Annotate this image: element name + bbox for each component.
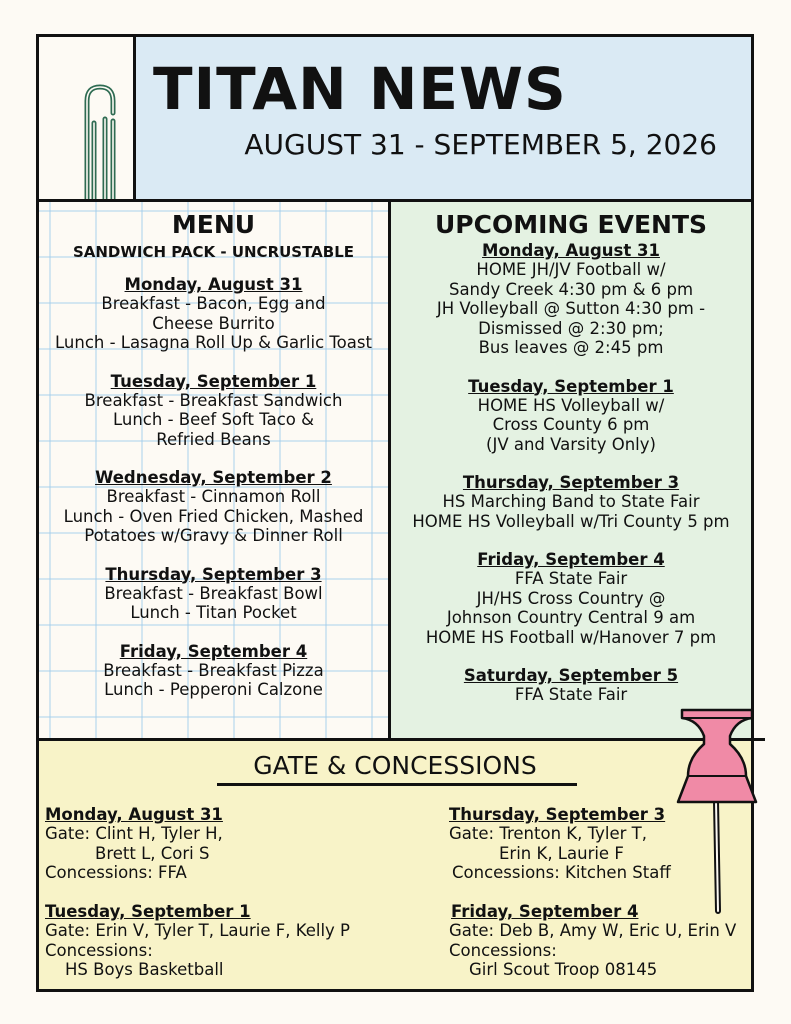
event-line: JH Volleyball @ Sutton 4:30 pm - — [436, 299, 706, 318]
concessions: Girl Scout Troop 08145 — [469, 960, 658, 979]
gate-day — [45, 902, 350, 980]
event-line: Sandy Creek 4:30 pm & 6 pm — [448, 279, 694, 299]
event-line: FFA State Fair — [514, 685, 628, 704]
gate-workers: Gate: Trenton K, Tyler T, — [449, 824, 647, 843]
day-heading: Monday, August 31 — [482, 241, 660, 260]
paperclip-panel — [39, 37, 136, 201]
event-line: Cross County 6 pm — [492, 415, 650, 434]
event-day — [391, 473, 751, 531]
gate-day — [45, 805, 223, 883]
event-day — [391, 377, 751, 455]
day-heading: Monday, August 31 — [45, 805, 223, 824]
menu-line: Cheese Burrito — [152, 313, 275, 333]
event-line: (JV and Varsity Only) — [486, 434, 656, 454]
menu-line: Lunch - Beef Soft Taco & — [112, 410, 314, 429]
menu-line: Lunch - Oven Fried Chicken, Mashed — [63, 506, 364, 526]
menu-line: Breakfast - Cinnamon Roll — [106, 487, 321, 506]
events-heading: UPCOMING EVENTS — [434, 210, 708, 239]
event-day — [391, 666, 751, 705]
menu-heading: MENU — [171, 210, 256, 239]
menu-day — [39, 642, 388, 700]
menu-line: Breakfast - Breakfast Bowl — [104, 583, 323, 603]
event-line: HOME HS Volleyball w/Tri County 5 pm — [412, 511, 730, 531]
gate-workers: Gate: Clint H, Tyler H, — [45, 824, 223, 843]
event-day — [391, 241, 751, 358]
concessions: HS Boys Basketball — [65, 960, 224, 979]
menu-section — [39, 202, 388, 738]
concessions: Concessions: FFA — [45, 863, 187, 882]
event-day — [391, 550, 751, 647]
menu-day — [39, 565, 388, 623]
day-heading: Tuesday, September 1 — [110, 371, 317, 391]
day-heading: Thursday, September 3 — [449, 805, 666, 824]
event-line: HS Marching Band to State Fair — [442, 492, 700, 511]
gate-heading: GATE & CONCESSIONS — [253, 751, 537, 780]
gate-workers: Gate: Deb B, Amy W, Eric U, Erin V — [449, 921, 737, 940]
event-line: Bus leaves @ 2:45 pm — [478, 338, 664, 357]
day-heading: Thursday, September 3 — [462, 473, 680, 492]
events-section — [388, 202, 751, 738]
date-range: AUGUST 31 - SEPTEMBER 5, 2026 — [244, 128, 717, 161]
day-heading: Friday, September 4 — [477, 550, 665, 569]
concessions: Concessions: Kitchen Staff — [452, 863, 671, 882]
menu-day — [39, 372, 388, 450]
day-heading: Tuesday, September 1 — [45, 902, 251, 921]
event-line: JH/HS Cross Country @ — [476, 588, 666, 608]
day-heading: Tuesday, September 1 — [468, 376, 674, 396]
day-heading: Friday, September 4 — [451, 902, 639, 921]
menu-subheading: SANDWICH PACK - UNCRUSTABLE — [72, 243, 355, 261]
gate-workers: Gate: Erin V, Tyler T, Laurie F, Kelly P — [45, 921, 350, 940]
event-line: HOME HS Volleyball w/ — [477, 395, 665, 415]
event-line: FFA State Fair — [514, 569, 628, 588]
menu-day — [39, 275, 388, 353]
gate-day — [449, 805, 671, 883]
newsletter-frame — [36, 34, 754, 992]
event-line: Johnson Country Central 9 am — [446, 608, 696, 627]
gate-workers: Brett L, Cori S — [95, 843, 210, 863]
event-line: HOME HS Football w/Hanover 7 pm — [425, 627, 717, 647]
concessions: Concessions: — [45, 940, 153, 960]
event-line: HOME JH/JV Football w/ — [476, 260, 666, 279]
day-heading: Thursday, September 3 — [105, 564, 322, 584]
menu-line: Lunch - Titan Pocket — [130, 603, 297, 622]
day-heading: Saturday, September 5 — [463, 666, 679, 685]
menu-line: Lunch - Pepperoni Calzone — [104, 680, 323, 699]
concessions: Concessions: — [449, 940, 557, 960]
event-line: Dismissed @ 2:30 pm; — [478, 318, 664, 338]
header-banner — [136, 37, 751, 201]
day-heading: Monday, August 31 — [124, 275, 303, 294]
page-title: TITAN NEWS — [153, 55, 567, 123]
menu-line: Breakfast - Breakfast Sandwich — [84, 390, 343, 410]
gate-section — [39, 741, 751, 989]
day-heading: Wednesday, September 2 — [95, 468, 332, 487]
day-heading: Friday, September 4 — [119, 641, 308, 661]
menu-line: Breakfast - Bacon, Egg and — [101, 294, 326, 313]
pushpin-icon — [672, 706, 764, 916]
menu-line: Refried Beans — [156, 429, 271, 449]
gate-workers: Erin K, Laurie F — [499, 843, 624, 863]
menu-line: Breakfast - Breakfast Pizza — [103, 660, 324, 680]
heading-underline — [217, 783, 577, 786]
menu-line: Lunch - Lasagna Roll Up & Garlic Toast — [55, 333, 372, 352]
menu-day — [39, 468, 388, 546]
menu-line: Potatoes w/Gravy & Dinner Roll — [84, 526, 343, 545]
